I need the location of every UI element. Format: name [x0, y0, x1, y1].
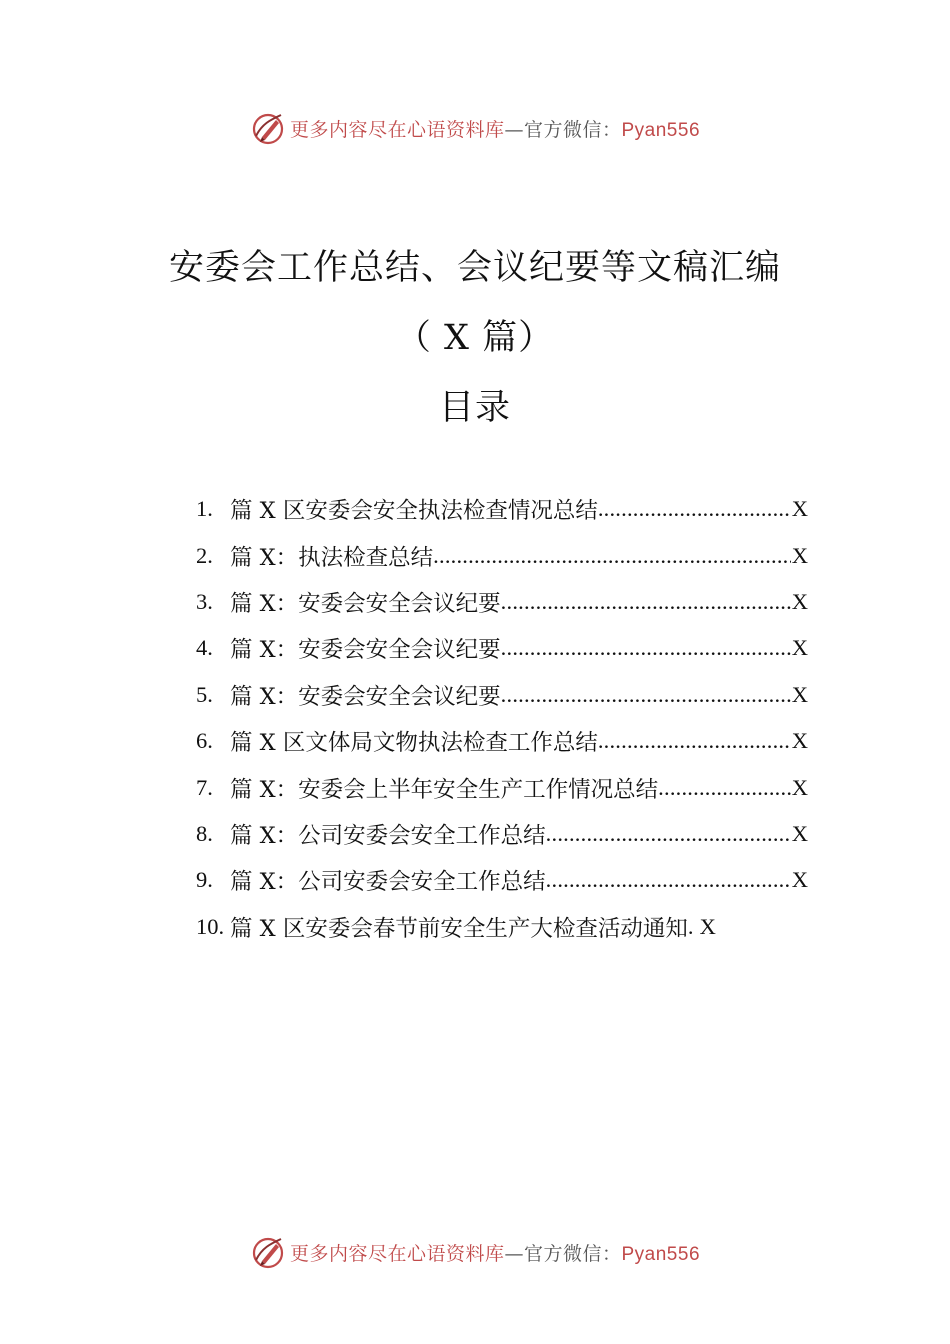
toc-leader-dots: [501, 635, 791, 661]
toc-entry-page: X: [791, 867, 808, 893]
toc-entry-number: 10.: [196, 913, 225, 939]
toc-entry-label: 篇 X：安委会安全会议纪要: [230, 590, 501, 617]
toc-entry-label: 篇 X 区安委会春节前安全生产大检查活动通知: [230, 915, 688, 942]
toc-leader-dots: [433, 543, 791, 569]
pen-logo-icon: [250, 110, 286, 146]
toc-entry-number: 9.: [196, 867, 213, 893]
watermark-text: 更多内容尽在心语资料库—官方微信：Pyan556: [289, 118, 701, 141]
toc-entry-label: 篇 X：安委会安全会议纪要: [230, 637, 501, 664]
toc-entry-number: 6.: [196, 728, 213, 754]
toc-entry-page: X: [791, 820, 808, 846]
document-title: 安委会工作总结、会议纪要等文稿汇编: [168, 248, 781, 288]
toc-entry-number: 4.: [196, 635, 213, 661]
toc-entry-page: X: [791, 542, 808, 568]
toc-entry-page: X: [791, 588, 808, 614]
table-of-contents: [196, 486, 808, 950]
toc-entry-number: 3.: [196, 588, 213, 614]
toc-heading: 目录: [438, 388, 511, 428]
toc-leader-dots: [501, 682, 791, 708]
toc-entry-label: 篇 X 区安委会安全执法检查情况总结: [230, 498, 598, 525]
toc-leader-dots: [546, 821, 791, 847]
toc-entry-label: 篇 X：公司安委会安全工作总结: [230, 822, 546, 849]
toc-leader-dots: [658, 775, 791, 801]
toc-entry-label: 篇 X：安委会安全会议纪要: [230, 683, 501, 710]
toc-entry-page: X: [791, 728, 808, 754]
toc-entry-number: 1.: [196, 496, 213, 522]
toc-entry-10[interactable]: [196, 904, 808, 950]
toc-entry-page: X: [699, 913, 716, 939]
watermark-text: 更多内容尽在心语资料库—官方微信：Pyan556: [289, 1242, 701, 1265]
toc-entry-label: 篇 X：执法检查总结: [230, 544, 434, 571]
toc-entry-number: 7.: [196, 774, 213, 800]
toc-leader-dots: [598, 496, 791, 522]
toc-entry-page: X: [791, 635, 808, 661]
toc-leader-dots: [546, 867, 791, 893]
document-subtitle: （ X 篇）: [395, 318, 555, 358]
toc-leader-dots: [501, 589, 791, 615]
toc-entry-page: X: [791, 774, 808, 800]
toc-entry-page: X: [791, 496, 808, 522]
pen-logo-icon: [250, 1234, 286, 1270]
toc-entry-1[interactable]: [196, 486, 808, 532]
toc-entry-2[interactable]: [196, 532, 808, 578]
footer-watermark: [0, 1232, 950, 1272]
toc-entry-4[interactable]: [196, 625, 808, 671]
toc-leader-dots: [598, 728, 791, 754]
toc-entry-5[interactable]: [196, 672, 808, 718]
toc-entry-6[interactable]: [196, 718, 808, 764]
toc-entry-number: 8.: [196, 820, 213, 846]
toc-entry-page: X: [791, 681, 808, 707]
toc-entry-label: 篇 X：安委会上半年安全生产工作情况总结: [230, 776, 659, 803]
toc-entry-label: 篇 X：公司安委会安全工作总结: [230, 869, 546, 896]
toc-entry-8[interactable]: [196, 811, 808, 857]
toc-entry-label: 篇 X 区文体局文物执法检查工作总结: [230, 730, 598, 757]
toc-entry-3[interactable]: [196, 579, 808, 625]
toc-entry-number: 2.: [196, 542, 213, 568]
toc-entry-number: 5.: [196, 681, 213, 707]
toc-entry-7[interactable]: [196, 764, 808, 810]
header-watermark: [0, 108, 950, 148]
toc-entry-9[interactable]: [196, 857, 808, 903]
